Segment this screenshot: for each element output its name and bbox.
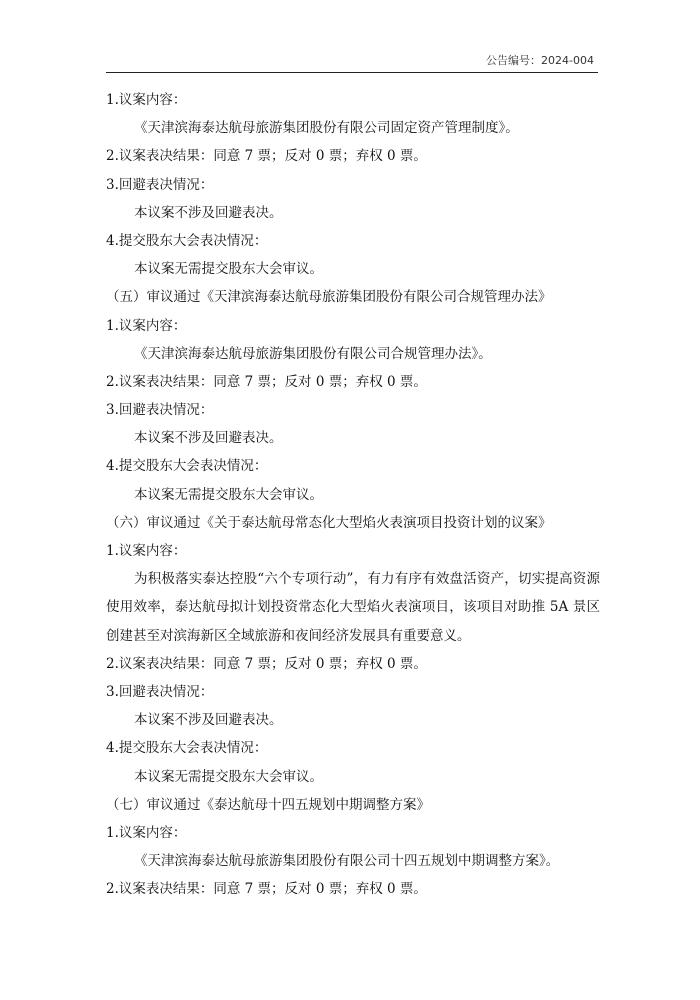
item-content-label: 1.议案内容：	[106, 317, 187, 334]
shareholder-meeting-text: 本议案无需提交股东大会审议。	[134, 486, 323, 503]
item-content-label: 1.议案内容：	[106, 92, 187, 108]
shareholder-meeting-text: 本议案无需提交股东大会审议。	[134, 261, 323, 278]
item-content-label: 1.议案内容：	[106, 824, 187, 841]
shareholder-meeting-label: 4.提交股东大会表决情况：	[106, 740, 268, 757]
item-content-text: 《天津滨海泰达航母旅游集团股份有限公司十四五规划中期调整方案》。	[134, 853, 560, 870]
item-content-label: 1.议案内容：	[106, 543, 187, 559]
document-body	[106, 86, 600, 903]
recusal-label: 3.回避表决情况：	[106, 176, 214, 193]
item-content-paragraph: 为积极落实泰达控股“六个专项行动”，有力有序有效盘活资产，切实提高资源使用效率，泰达航母拟计划投资常态化大型焰火表演项目，该项目对助推 5A 景区创建甚至对滨海新区全域旅游和夜间经济发展具有重要意义。	[106, 571, 600, 644]
announcement-number: 公告编号：2024-004	[486, 54, 594, 67]
shareholder-meeting-label: 4.提交股东大会表决情况：	[106, 232, 268, 249]
section-heading-7: （七）审议通过《泰达航母十四五规划中期调整方案》	[106, 796, 430, 813]
shareholder-meeting-label: 4.提交股东大会表决情况：	[106, 458, 268, 475]
recusal-text: 本议案不涉及回避表决。	[134, 712, 283, 729]
vote-result: 2.议案表决结果：同意 7 票；反对 0 票；弃权 0 票。	[106, 881, 427, 898]
shareholder-meeting-text: 本议案无需提交股东大会审议。	[134, 768, 323, 785]
item-content-text: 《天津滨海泰达航母旅游集团股份有限公司固定资产管理制度》。	[134, 120, 519, 137]
section-heading-6: （六）审议通过《关于泰达航母常态化大型焰火表演项目投资计划的议案》	[106, 514, 552, 531]
vote-result: 2.议案表决结果：同意 7 票；反对 0 票；弃权 0 票。	[106, 373, 427, 390]
vote-result: 2.议案表决结果：同意 7 票；反对 0 票；弃权 0 票。	[106, 148, 427, 165]
recusal-label: 3.回避表决情况：	[106, 683, 214, 700]
item-content-text: 《天津滨海泰达航母旅游集团股份有限公司合规管理办法》。	[134, 345, 492, 362]
recusal-text: 本议案不涉及回避表决。	[134, 430, 283, 447]
vote-result: 2.议案表决结果：同意 7 票；反对 0 票；弃权 0 票。	[106, 655, 427, 672]
section-heading-5: （五）审议通过《天津滨海泰达航母旅游集团股份有限公司合规管理办法》	[106, 289, 552, 306]
header-divider	[106, 72, 598, 73]
recusal-label: 3.回避表决情况：	[106, 402, 214, 419]
recusal-text: 本议案不涉及回避表决。	[134, 204, 283, 221]
